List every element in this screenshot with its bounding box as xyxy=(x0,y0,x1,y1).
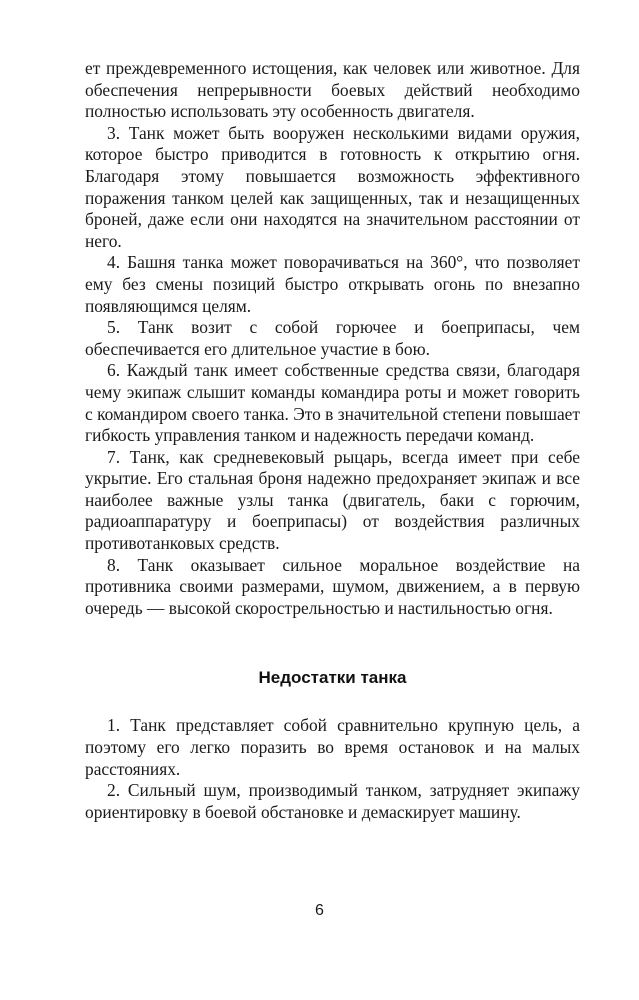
paragraph-item-4: 4. Башня танка может поворачиваться на 360°, что позволяет ему без смены позиций быстро открывать огонь по внезапно появляющимся целям. xyxy=(85,252,580,316)
paragraph-item-8: 8. Танк оказывает сильное моральное воздействие на противника своими размерами, шумом, движением, а в первую очередь — высокой скорострельностью и настильностью огня. xyxy=(85,554,580,618)
paragraph-item-7: 7. Танк, как средневековый рыцарь, всегда имеет при себе укрытие. Его стальная броня надежно предохраняет экипаж и все наиболее важные узлы танка (двигатель, баки с горючим, радиоаппаратуру и боеприпасы) от воздействия различных противотанковых средств. xyxy=(85,446,580,554)
paragraph-continuation: ет преждевременного истощения, как человек или животное. Для обеспечения непрерывности боевых действий необходимо полностью использовать эту особенность двигателя. xyxy=(85,58,580,122)
paragraph-item-6: 6. Каждый танк имеет собственные средства связи, благодаря чему экипаж слышит команды командира роты и может говорить с командиром своего танка. Это в значительной степени повышает гибкость управления танком и надежность передачи команд. xyxy=(85,360,580,446)
paragraph-item-3: 3. Танк может быть вооружен несколькими видами оружия, которое быстро приводится в готовность к открытию огня. Благодаря этому повышается возможность эффективного поражения танком целей как защищенных, так и незащищенных броней, даже если они находятся на значительном расстоянии от него. xyxy=(85,122,580,251)
page-number: 6 xyxy=(315,902,324,919)
page-body xyxy=(85,58,580,823)
paragraph-drawback-1: 1. Танк представляет собой сравнительно крупную цель, а поэтому его легко поразить во время остановок и на малых расстояниях. xyxy=(85,715,580,779)
section-title: Недостатки танка xyxy=(258,668,407,688)
paragraph-item-5: 5. Танк возит с собой горючее и боеприпасы, чем обеспечивается его длительное участие в бою. xyxy=(85,317,580,359)
paragraph-drawback-2: 2. Сильный шум, производимый танком, затрудняет экипажу ориентировку в боевой обстановке и демаскирует машину. xyxy=(85,780,580,822)
